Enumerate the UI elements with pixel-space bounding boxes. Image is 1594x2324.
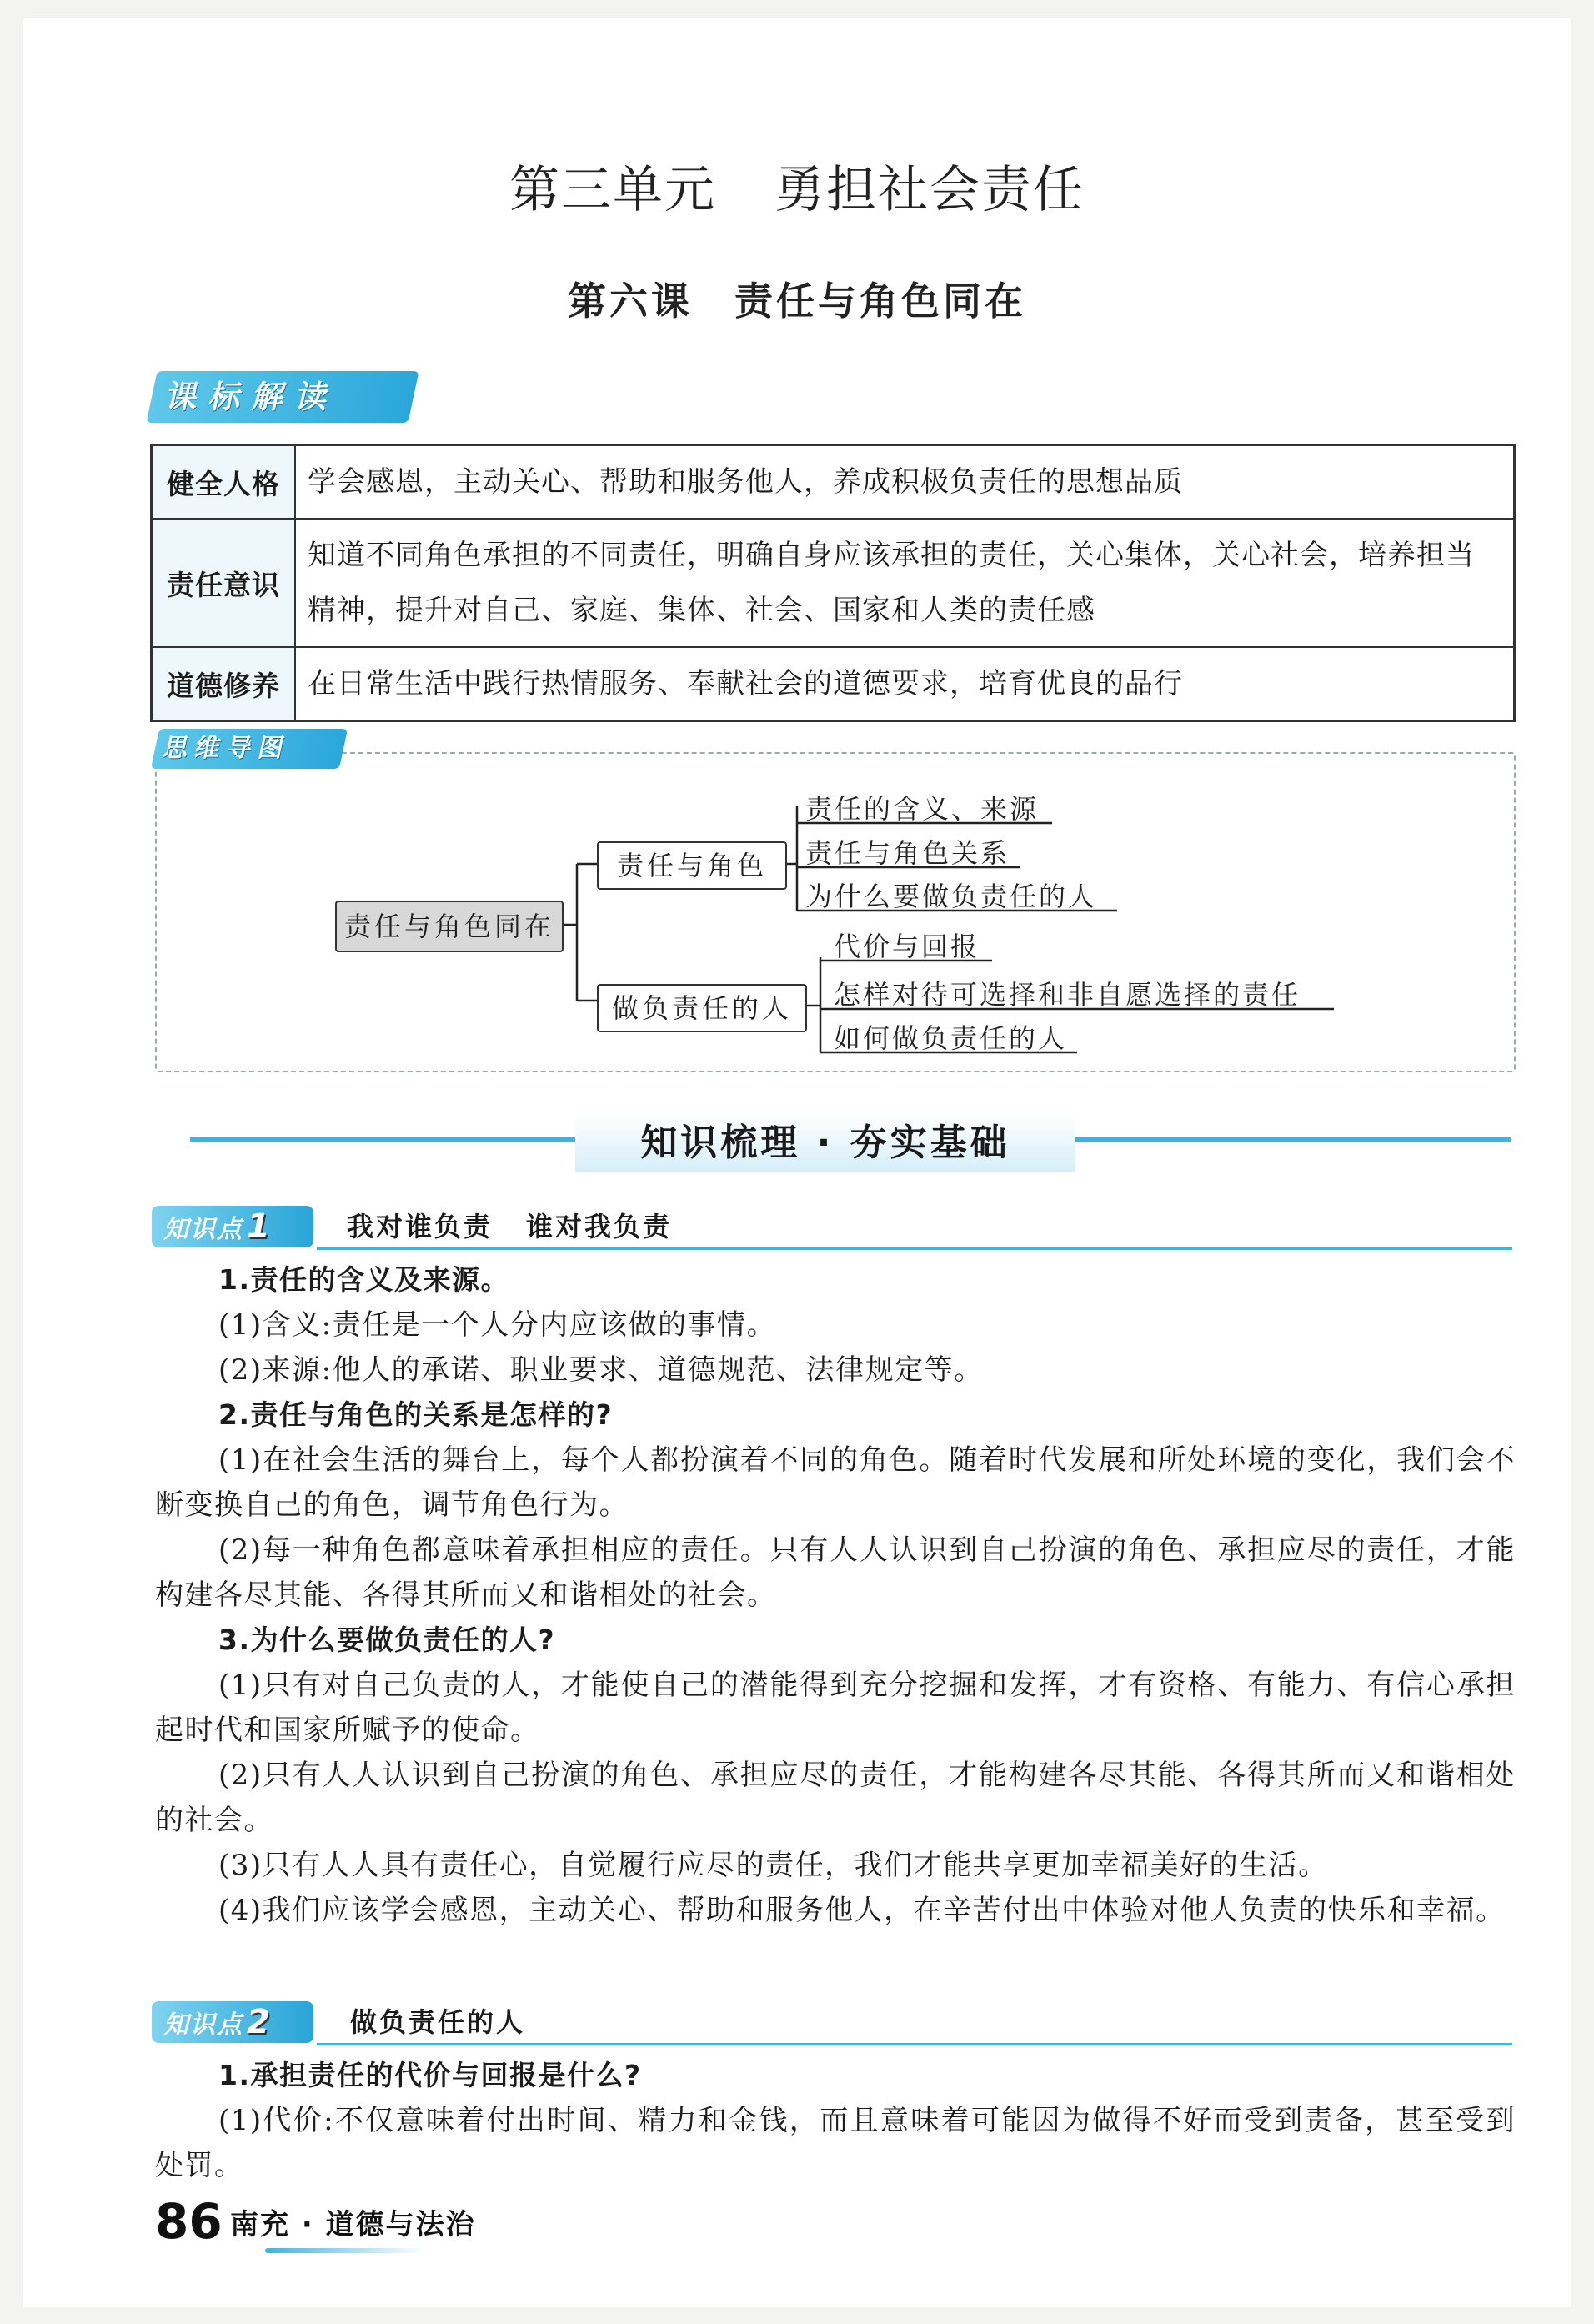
mindmap-connectors <box>0 0 1594 1084</box>
standards-banner: 课标解读 <box>146 371 419 423</box>
standards-value: 学会感恩，主动关心、帮助和服务他人，养成积极负责任的思想品质 <box>295 445 1515 520</box>
section-rule-right <box>1060 1137 1511 1142</box>
footer-accent <box>265 2248 424 2253</box>
mindmap-leaf: 责任与角色关系 <box>805 837 1010 869</box>
section-title: 知识梳理 · 夯实基础 <box>575 1115 1075 1172</box>
standards-key: 责任意识 <box>152 519 296 647</box>
kp1-title <box>347 1206 672 1247</box>
mindmap-leaf: 如何做负责任的人 <box>834 1022 1068 1054</box>
answer: (2)只有人人认识到自己扮演的角色、承担应尽的责任，才能构建各尽其能、各得其所而又和谐相处的社会。 <box>155 1759 1516 1837</box>
answer: (3)只有人人具有责任心，自觉履行应尽的责任，我们才能共享更加幸福美好的生活。 <box>218 1849 1328 1882</box>
kp2-number: 2 <box>247 2003 272 2041</box>
kp1-rule <box>317 1247 1512 1250</box>
mindmap-leaf: 代价与回报 <box>834 931 980 962</box>
question: 1.承担责任的代价与回报是什么? <box>218 2059 642 2091</box>
footer-book-title: 南充 · 道德与法治 <box>230 2208 476 2241</box>
kp1-title-b: 谁对我负责 <box>526 1211 673 1242</box>
mindmap-leaf: 怎样对待可选择和非自愿选择的责任 <box>834 979 1301 1011</box>
answer: (2)来源:他人的承诺、职业要求、道德规范、法律规定等。 <box>218 1353 984 1387</box>
standards-value: 知道不同角色承担的不同责任，明确自身应该承担的责任，关心集体，关心社会，培养担当精神，提升对自己、家庭、集体、社会、国家和人类的责任感 <box>295 519 1515 647</box>
kp1-title-a: 我对谁负责 <box>347 1211 494 1242</box>
mindmap-branch-1: 责任与角色 <box>597 841 787 890</box>
standards-key: 道德修养 <box>152 647 296 721</box>
answer: (2)每一种角色都意味着承担相应的责任。只有人人认识到自己扮演的角色、承担应尽的责任，才能构建各尽其能、各得其所而又和谐相处的社会。 <box>155 1533 1516 1612</box>
section-rule-left <box>190 1137 590 1142</box>
answer: (1)只有对自己负责的人，才能使自己的潜能得到充分挖掘和发挥，才有资格、有能力、有信心承担起时代和国家所赋予的使命。 <box>155 1669 1516 1747</box>
kp1-number: 1 <box>247 1207 272 1246</box>
kp1-tag <box>152 1206 313 1247</box>
mindmap-root: 责任与角色同在 <box>335 901 564 952</box>
kp2-title: 做负责任的人 <box>350 2006 526 2038</box>
mindmap-leaf: 责任的含义、来源 <box>805 793 1040 825</box>
standards-value: 在日常生活中践行热情服务、奉献社会的道德要求，培育优良的品行 <box>295 647 1515 721</box>
answer: (1)代价:不仅意味着付出时间、精力和金钱，而且意味着可能因为做得不好而受到责备，甚至受到处罚。 <box>155 2104 1516 2182</box>
answer: (4)我们应该学会感恩，主动关心、帮助和服务他人，在辛苦付出中体验对他人负责的快乐和幸福。 <box>218 1894 1506 1927</box>
kp1-content <box>155 1257 1516 1933</box>
kp2-tag-label: 知识点 <box>163 2010 243 2040</box>
kp1-tag-label: 知识点 <box>163 1215 243 1244</box>
mindmap-banner: 思维导图 <box>151 729 348 769</box>
mindmap-branch-2: 做负责任的人 <box>597 984 807 1032</box>
question: 1.责任的含义及来源。 <box>218 1263 509 1296</box>
page-number: 86 <box>155 2193 223 2250</box>
answer: (1)在社会生活的舞台上，每个人都扮演着不同的角色。随着时代发展和所处环境的变化，我们会不断变换自己的角色，调节角色行为。 <box>155 1443 1516 1522</box>
kp2-content <box>155 2053 1516 2188</box>
lesson-label: 第六课 <box>568 279 693 324</box>
unit-label: 第三单元 <box>509 161 716 219</box>
kp2-rule <box>317 2043 1512 2045</box>
lesson-name: 责任与角色同在 <box>734 279 1026 324</box>
standards-key: 健全人格 <box>152 445 296 520</box>
mindmap-leaf: 为什么要做负责任的人 <box>805 881 1098 912</box>
question: 2.责任与角色的关系是怎样的? <box>218 1398 614 1431</box>
question: 3.为什么要做负责任的人? <box>218 1624 556 1656</box>
kp2-tag <box>152 2001 313 2043</box>
unit-name: 勇担社会责任 <box>774 161 1085 219</box>
answer: (1)含义:责任是一个人分内应该做的事情。 <box>218 1308 777 1342</box>
